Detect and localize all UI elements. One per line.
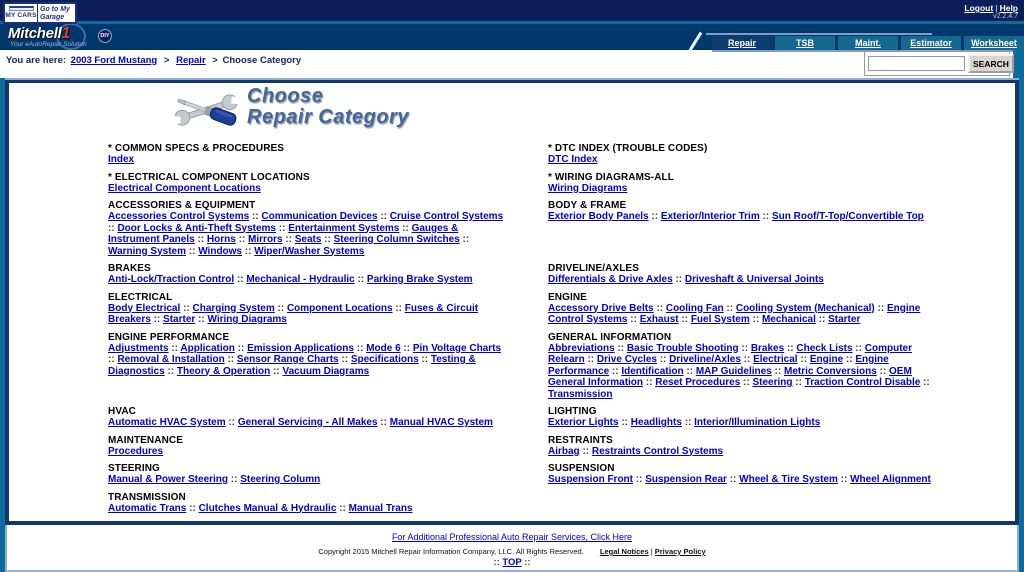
link-separator: ::: [354, 274, 367, 285]
link-separator: ::: [224, 354, 237, 365]
category-link[interactable]: Exterior Lights: [548, 417, 619, 428]
copyright-line: [7, 547, 1017, 556]
category-cell: [108, 492, 506, 515]
promo-link[interactable]: For Additional Professional Auto Repair Services, Click Here: [391, 532, 633, 542]
search-box: [864, 51, 1010, 76]
link-separator: ::: [784, 342, 797, 354]
category-link[interactable]: Exterior Body Panels: [548, 211, 649, 222]
category-title: * COMMON SPECS & PROCEDURES: [108, 143, 285, 154]
category-link[interactable]: Exterior/Interior Trim: [660, 211, 760, 222]
category-link[interactable]: Pin Voltage Charts: [412, 342, 502, 354]
category-link[interactable]: Suspension Front: [548, 474, 633, 485]
category-links: [548, 183, 946, 195]
category-link[interactable]: Cruise Control Systems: [389, 211, 504, 222]
category-link[interactable]: Adjustments: [108, 342, 169, 354]
category-link[interactable]: Manual & Power Steering: [108, 474, 229, 485]
category-cell: [108, 143, 506, 166]
page-title-line1: Choose: [247, 85, 324, 107]
category-link[interactable]: Starter: [828, 314, 861, 325]
my-cars-button[interactable]: [3, 2, 77, 24]
category-link[interactable]: Emission Applications: [247, 342, 354, 354]
top-link[interactable]: TOP: [502, 557, 522, 568]
category-link[interactable]: Electrical: [753, 354, 798, 365]
copyright-text: Copyright 2015 Mitchell Repair Information Company, LLC. All Rights Reserved.: [318, 547, 584, 556]
auth-divider: |: [995, 3, 998, 13]
category-link[interactable]: Manual HVAC System: [389, 417, 493, 428]
category-link[interactable]: Testing & Diagnostics: [108, 354, 476, 377]
category-link[interactable]: Engine Control Systems: [548, 302, 921, 325]
category-link[interactable]: Procedures: [108, 445, 164, 457]
go-to-garage-label: Go to My Garage: [40, 6, 70, 21]
link-separator: ::: [185, 245, 199, 257]
category-cell: [108, 263, 506, 286]
brand-tagline: Your eAutoRepair Solution: [10, 41, 87, 48]
category-cell: [548, 263, 946, 286]
link-separator: ::: [282, 234, 295, 245]
top-bar: [0, 0, 1024, 21]
link-separator: ::: [627, 314, 640, 325]
category-title: * ELECTRICAL COMPONENT LOCATIONS: [108, 171, 310, 183]
help-link[interactable]: Help: [999, 3, 1018, 13]
category-links: [548, 154, 946, 166]
category-link[interactable]: Mode 6: [366, 342, 401, 354]
category-link[interactable]: Steering Column: [240, 474, 321, 485]
license-plate-icon: [5, 4, 38, 22]
category-link[interactable]: Computer Relearn: [548, 342, 912, 365]
category-link[interactable]: Door Locks & Anti-Theft Systems: [117, 222, 276, 234]
top-line: :: TOP ::: [493, 557, 531, 568]
tab-tsb[interactable]: TSB: [775, 36, 835, 50]
link-separator: ::: [164, 365, 177, 377]
link-separator: ::: [400, 342, 413, 354]
breadcrumb: [6, 55, 301, 66]
link-separator: ::: [336, 502, 349, 514]
link-separator: ::: [738, 342, 751, 354]
breadcrumb-vehicle-link[interactable]: 2003 Ford Mustang: [70, 55, 158, 66]
category-cell: [548, 200, 946, 257]
link-separator: ::: [579, 445, 592, 457]
footer: [5, 525, 1019, 572]
brand-name: Mitchell1: [8, 25, 71, 42]
category-link[interactable]: General Servicing - All Makes: [237, 417, 378, 428]
link-separator: ::: [749, 314, 762, 325]
category-link[interactable]: DTC Index: [548, 154, 598, 165]
breadcrumb-current: Choose Category: [222, 55, 302, 66]
link-separator: ::: [874, 302, 887, 314]
category-links: [548, 211, 946, 223]
category-link[interactable]: Driveshaft & Universal Joints: [684, 274, 824, 285]
category-links: [108, 417, 506, 429]
category-cell: [548, 492, 946, 515]
category-cell: [108, 172, 506, 195]
category-link[interactable]: Sensor Range Charts: [236, 354, 339, 365]
page-header: [9, 83, 1015, 133]
category-link[interactable]: Communication Devices: [261, 211, 378, 222]
category-link[interactable]: Wheel & Tire System: [739, 474, 838, 485]
link-separator: ::: [321, 234, 334, 245]
category-cell: [548, 332, 946, 401]
page-title: [247, 86, 409, 128]
link-separator: ::: [633, 474, 646, 485]
category-link[interactable]: Fuses & Circuit Breakers: [108, 302, 479, 325]
category-links: [108, 154, 506, 166]
link-separator: ::: [672, 274, 685, 285]
link-separator: ::: [584, 354, 597, 365]
category-title: ENGINE: [548, 291, 587, 303]
link-separator: ::: [108, 354, 118, 365]
link-separator: ::: [920, 377, 930, 388]
category-link[interactable]: Wiper/Washer Systems: [254, 245, 365, 257]
mini-plate-icon: [9, 6, 34, 11]
link-separator: ::: [235, 234, 249, 245]
category-link[interactable]: Abbreviations: [548, 342, 615, 354]
auth-links: [964, 3, 1018, 13]
category-links: [548, 446, 946, 458]
link-separator: ::: [242, 245, 255, 257]
category-title: * DTC INDEX (TROUBLE CODES): [548, 143, 708, 154]
link-separator: ::: [656, 354, 670, 365]
category-title: BRAKES: [108, 263, 151, 274]
category-link[interactable]: Removal & Installation: [117, 354, 225, 365]
logo-bar: [0, 24, 1024, 50]
corner-decoration: [1013, 50, 1024, 78]
category-link[interactable]: Charging System: [192, 302, 275, 314]
category-link[interactable]: Specifications: [350, 354, 419, 365]
tab-worksheet[interactable]: Worksheet: [964, 36, 1024, 50]
tab-repair[interactable]: Repair: [712, 36, 772, 50]
link-separator: ::: [678, 314, 691, 325]
search-button[interactable]: SEARCH: [968, 54, 1014, 73]
category-link[interactable]: Warning System: [108, 245, 186, 257]
link-separator: ::: [234, 274, 247, 285]
diy-badge-icon: DIY: [98, 29, 112, 43]
category-title: HVAC: [108, 406, 136, 417]
link-separator: ::: [643, 377, 656, 388]
breadcrumb-section-link[interactable]: Repair: [176, 55, 206, 66]
link-separator: ::: [648, 211, 661, 222]
tab-diagonal-decoration: [689, 32, 703, 51]
category-link[interactable]: Anti-Lock/Traction Control: [108, 274, 235, 285]
category-link[interactable]: Seats: [294, 234, 322, 245]
category-title: RESTRAINTS: [548, 434, 613, 446]
category-link[interactable]: Driveline/Axles: [669, 354, 741, 365]
link-separator: ::: [276, 222, 289, 234]
category-cell: [108, 435, 506, 458]
category-link[interactable]: OEM General Information: [548, 365, 912, 388]
category-link[interactable]: Automatic Trans: [108, 502, 187, 514]
link-separator: ::: [270, 365, 283, 377]
category-links: [548, 474, 946, 486]
link-separator: ::: [459, 234, 470, 245]
category-title: GENERAL INFORMATION: [548, 331, 672, 343]
category-link[interactable]: Index: [108, 154, 135, 165]
category-links: [548, 343, 946, 401]
link-separator: ::: [723, 302, 736, 314]
link-separator: ::: [852, 342, 865, 354]
version-label: v2.2.4.7: [993, 13, 1018, 20]
category-link[interactable]: Entertainment Systems: [288, 222, 400, 234]
category-cell: [548, 172, 946, 195]
category-link[interactable]: Mechanical - Hydraulic: [246, 274, 355, 285]
page-title-line2: Repair Category: [247, 106, 409, 128]
category-cell: [548, 406, 946, 429]
category-title: SUSPENSION: [548, 463, 615, 474]
link-separator: ::: [792, 377, 805, 388]
category-link[interactable]: Steering Column Switches: [333, 234, 460, 245]
category-link[interactable]: Parking Brake System: [366, 274, 473, 285]
my-cars-label: MY CARS: [5, 12, 37, 19]
category-link[interactable]: Check Lists: [796, 342, 853, 354]
category-links: [548, 274, 946, 286]
category-link[interactable]: Cooling Fan: [665, 302, 724, 314]
category-links: [108, 503, 506, 515]
category-links: [108, 343, 506, 378]
tab-maint[interactable]: Maint.: [838, 36, 898, 50]
link-separator: ::: [740, 377, 753, 388]
category-link[interactable]: Mirrors: [248, 234, 283, 245]
category-link[interactable]: Horns: [206, 234, 236, 245]
category-links: [548, 417, 946, 429]
category-link[interactable]: Accessory Drive Belts: [548, 302, 654, 314]
search-input[interactable]: [868, 56, 965, 71]
link-separator: ::: [377, 417, 390, 428]
link-separator: ::: [228, 474, 241, 485]
category-link[interactable]: Identification: [621, 365, 684, 377]
link-separator: ::: [399, 222, 412, 234]
category-link[interactable]: Headlights: [630, 417, 682, 428]
category-cell: [548, 292, 946, 326]
category-link[interactable]: Suspension Rear: [645, 474, 727, 485]
category-link[interactable]: Transmission: [548, 388, 613, 400]
category-cell: [548, 435, 946, 458]
category-link[interactable]: Airbag: [548, 445, 580, 457]
category-link[interactable]: Electrical Component Locations: [108, 182, 261, 194]
category-link[interactable]: Basic Trouble Shooting: [626, 342, 739, 354]
category-title: DRIVELINE/AXLES: [548, 263, 639, 274]
brand-logo[interactable]: [6, 24, 186, 50]
category-link[interactable]: Metric Conversions: [783, 365, 877, 377]
legal-notices-link[interactable]: Legal Notices: [599, 547, 649, 556]
category-link[interactable]: Restraints Control Systems: [591, 445, 724, 457]
link-separator: ::: [740, 354, 754, 365]
link-separator: ::: [797, 354, 810, 365]
link-separator: ::: [168, 342, 181, 354]
link-separator: ::: [609, 365, 622, 377]
category-link[interactable]: Brakes: [750, 342, 785, 354]
link-separator: ::: [180, 302, 193, 314]
category-cell: [108, 332, 506, 401]
category-link[interactable]: Automatic HVAC System: [108, 417, 226, 428]
category-title: ENGINE PERFORMANCE: [108, 331, 230, 343]
logout-link[interactable]: Logout: [964, 3, 994, 13]
breadcrumb-row: [0, 50, 1024, 78]
category-title: BODY & FRAME: [548, 200, 627, 211]
category-links: [108, 274, 506, 286]
category-link[interactable]: Wheel Alignment: [850, 474, 931, 485]
tab-bar: [712, 36, 1024, 50]
link-separator: ::: [274, 302, 287, 314]
link-separator: ::: [815, 314, 829, 325]
category-link[interactable]: Fuel System: [690, 314, 750, 325]
category-title: STEERING: [108, 463, 160, 474]
category-link[interactable]: Wiring Diagrams: [548, 182, 628, 194]
category-cell: [108, 200, 506, 257]
category-link[interactable]: Starter: [163, 314, 196, 325]
privacy-policy-link[interactable]: Privacy Policy: [654, 547, 706, 556]
footer-divider: |: [650, 547, 653, 556]
link-separator: ::: [234, 342, 248, 354]
category-link[interactable]: Component Locations: [286, 302, 393, 314]
category-links: [108, 211, 506, 257]
link-separator: ::: [195, 314, 208, 325]
category-link[interactable]: Clutches Manual & Hydraulic: [198, 502, 337, 514]
link-separator: ::: [392, 302, 405, 314]
link-separator: ::: [683, 365, 696, 377]
category-cell: [108, 406, 506, 429]
category-cell: [108, 463, 506, 486]
content-panel: [5, 80, 1019, 525]
link-separator: ::: [150, 314, 164, 325]
breadcrumb-separator: >: [163, 55, 170, 66]
category-grid: [9, 133, 1015, 514]
category-title: MAINTENANCE: [108, 434, 183, 446]
category-link[interactable]: MAP Guidelines: [695, 365, 772, 377]
link-separator: ::: [614, 342, 627, 354]
brand-one: 1: [61, 25, 71, 42]
category-link[interactable]: Differentials & Drive Axles: [548, 274, 673, 285]
category-links: [108, 446, 506, 458]
link-separator: ::: [194, 234, 207, 245]
link-separator: ::: [186, 502, 199, 514]
category-link[interactable]: Theory & Operation: [176, 365, 271, 377]
breadcrumb-prefix: You are here:: [6, 55, 67, 66]
category-link[interactable]: Steering: [752, 377, 793, 388]
category-link[interactable]: Cooling System (Mechanical): [735, 302, 875, 314]
breadcrumb-separator: >: [212, 55, 218, 66]
link-separator: ::: [837, 474, 851, 485]
category-links: [548, 303, 946, 326]
category-links: [108, 474, 506, 486]
category-link[interactable]: Accessories Control Systems: [108, 211, 250, 222]
link-separator: ::: [618, 417, 631, 428]
link-separator: ::: [759, 211, 772, 222]
category-links: [108, 183, 506, 195]
category-cell: [548, 463, 946, 486]
category-link[interactable]: Engine: [809, 354, 844, 365]
category-link[interactable]: Engine Performance: [548, 354, 889, 377]
category-link[interactable]: Vacuum Diagrams: [282, 365, 370, 377]
link-separator: ::: [418, 354, 431, 365]
category-link[interactable]: Interior/Illumination Lights: [694, 417, 821, 428]
category-link[interactable]: Drive Cycles: [596, 354, 657, 365]
link-separator: ::: [377, 211, 390, 222]
category-title: ACCESSORIES & EQUIPMENT: [108, 200, 256, 211]
category-title: * WIRING DIAGRAMS-ALL: [548, 171, 674, 183]
link-separator: ::: [353, 342, 367, 354]
category-link[interactable]: Mechanical: [761, 314, 816, 325]
category-link[interactable]: Traction Control Disable: [804, 377, 921, 388]
link-separator: ::: [681, 417, 695, 428]
category-cell: [548, 143, 946, 166]
category-title: ELECTRICAL: [108, 291, 173, 303]
link-separator: ::: [338, 354, 351, 365]
link-separator: ::: [876, 365, 890, 377]
category-link[interactable]: Application: [180, 342, 235, 354]
tab-estimator[interactable]: Estimator: [901, 36, 961, 50]
link-separator: ::: [249, 211, 262, 222]
link-separator: ::: [108, 222, 118, 234]
category-link[interactable]: Gauges & Instrument Panels: [108, 222, 459, 245]
category-title: TRANSMISSION: [108, 491, 186, 503]
link-separator: ::: [225, 417, 238, 428]
category-link[interactable]: Windows: [198, 245, 242, 257]
category-link[interactable]: Body Electrical: [108, 302, 181, 314]
category-links: [108, 303, 506, 326]
crossed-tools-icon: [169, 88, 243, 134]
link-separator: ::: [843, 354, 856, 365]
link-separator: ::: [653, 302, 666, 314]
category-cell: [108, 292, 506, 326]
category-link[interactable]: Wiring Diagrams: [207, 314, 287, 325]
category-link[interactable]: Manual Trans: [348, 502, 413, 514]
link-separator: ::: [726, 474, 740, 485]
category-title: LIGHTING: [548, 406, 597, 417]
link-separator: ::: [771, 365, 784, 377]
category-link[interactable]: Sun Roof/T-Top/Convertible Top: [771, 211, 924, 222]
category-link[interactable]: Exhaust: [639, 314, 679, 325]
category-link[interactable]: Reset Procedures: [655, 377, 741, 388]
